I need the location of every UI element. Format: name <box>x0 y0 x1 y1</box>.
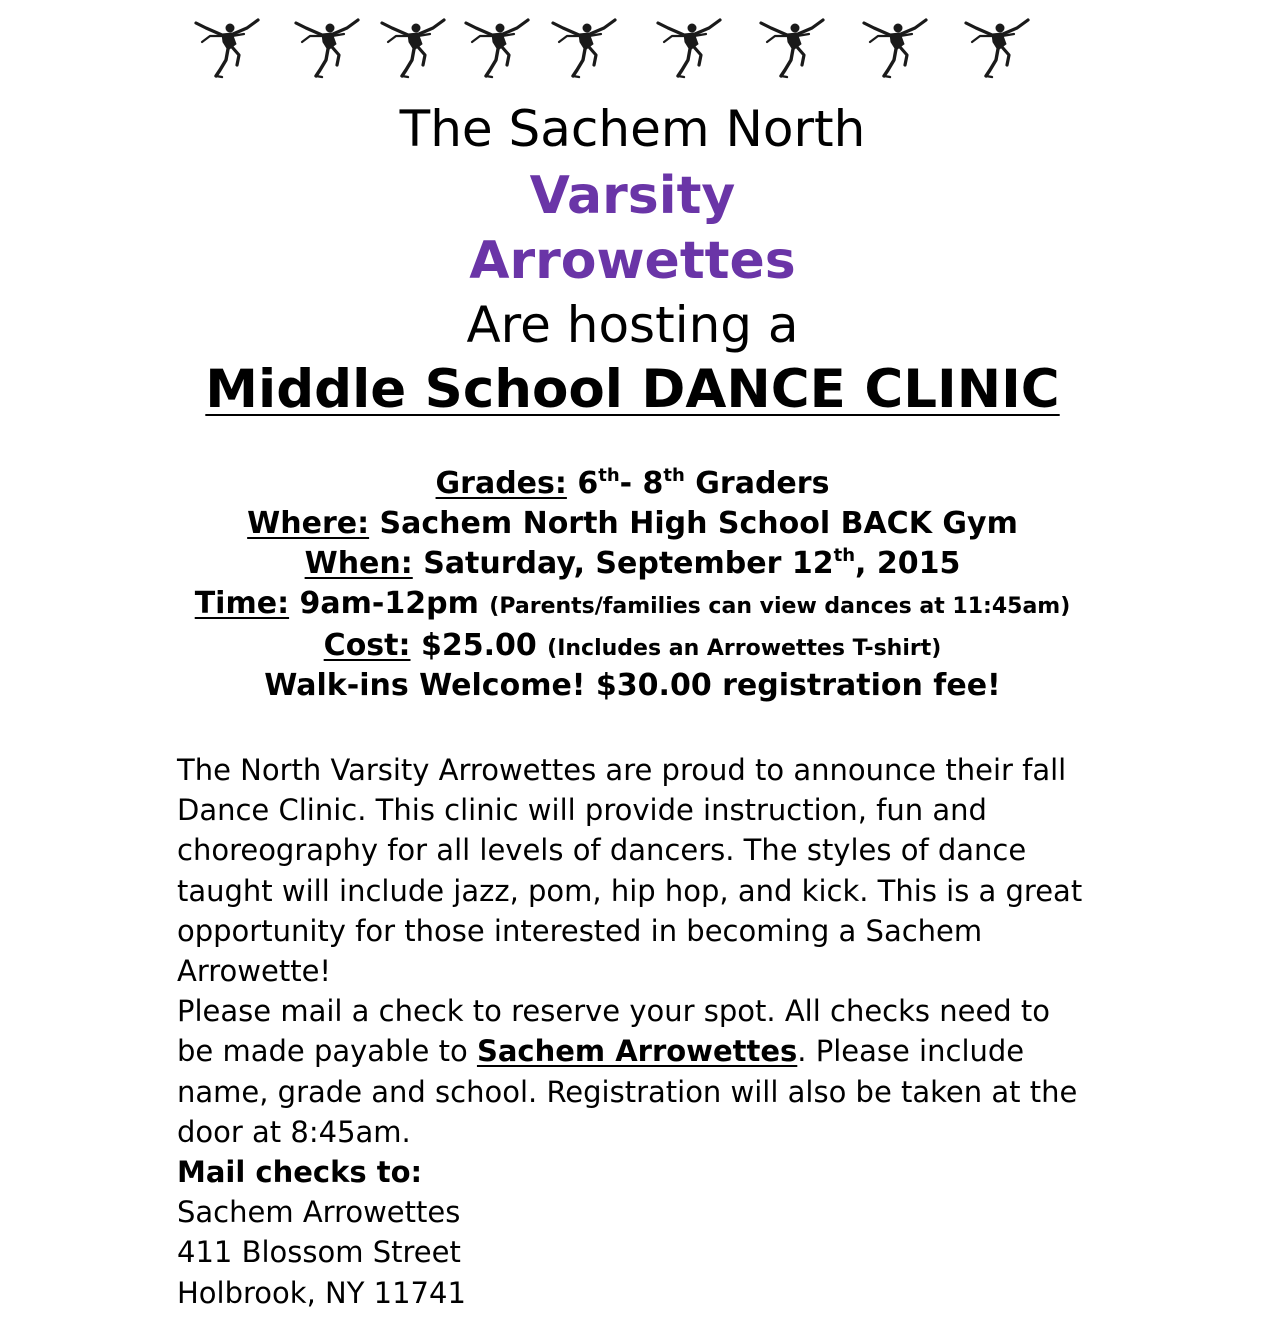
address-city: Holbrook, NY 11741 <box>177 1275 466 1310</box>
body-line: door at 8:45am. <box>177 1114 411 1149</box>
where-label: Where: <box>247 506 370 541</box>
body-line: Dance Clinic. This clinic will provide instruction, fun and <box>177 793 987 828</box>
dancer-silhouette-icon <box>860 14 930 84</box>
body-line: Please mail a check to reserve your spot. All checks need to <box>177 994 1051 1029</box>
grades-label: Grades: <box>435 466 567 501</box>
address-street: 411 Blossom Street <box>177 1235 461 1270</box>
dancer-silhouette-icon <box>192 14 262 84</box>
when-line <box>0 546 1265 581</box>
body-line: taught will include jazz, pom, hip hop, and kick. This is a great <box>177 873 1083 908</box>
body-line: The North Varsity Arrowettes are proud to announce their fall <box>177 753 1067 787</box>
body-line: Arrowette! <box>177 954 332 989</box>
dancer-silhouette-icon <box>462 14 532 84</box>
grades-sup-2: th <box>663 465 685 486</box>
walkins-line: Walk-ins Welcome! $30.00 registration fee! <box>264 668 1001 703</box>
when-value: Saturday, September 12 <box>412 546 834 581</box>
headline-varsity: Varsity <box>529 166 736 226</box>
payee-suffix: . Please include <box>797 1034 1025 1069</box>
where-value: Sachem North High School BACK Gym <box>369 506 1018 541</box>
address-name: Sachem Arrowettes <box>177 1195 461 1230</box>
grades-tail: Graders <box>684 466 830 501</box>
dancer-silhouette-icon <box>962 14 1032 84</box>
dancer-silhouette-icon <box>549 14 619 84</box>
dancer-silhouette-icon <box>378 14 448 84</box>
mail-heading: Mail checks to: <box>177 1155 423 1190</box>
body-line: choreography for all levels of dancers. The styles of dance <box>177 833 1027 868</box>
when-tail: , 2015 <box>855 546 961 581</box>
grades-to: - 8 <box>619 466 664 501</box>
grades-line <box>0 466 1265 501</box>
grades-from: 6 <box>577 466 599 501</box>
grades-sup-1: th <box>598 465 620 486</box>
time-value: 9am-12pm <box>289 586 490 621</box>
cost-value: $25.00 <box>410 628 548 663</box>
time-note: (Parents/families can view dances at 11:45am) <box>489 594 1071 619</box>
cost-note: (Includes an Arrowettes T-shirt) <box>547 636 942 661</box>
dancer-silhouette-icon <box>292 14 362 84</box>
time-line <box>0 586 1265 621</box>
headline-arrowettes: Arrowettes <box>469 231 796 291</box>
dancer-silhouette-icon <box>654 14 724 84</box>
when-label: When: <box>304 546 413 581</box>
time-label: Time: <box>194 586 290 621</box>
headline-dance-clinic: Middle School DANCE CLINIC <box>205 359 1060 420</box>
body-text <box>177 750 1177 1313</box>
dancer-decoration-row <box>0 14 1265 86</box>
body-line: opportunity for those interested in becoming a Sachem <box>177 913 983 948</box>
when-sup: th <box>833 545 856 566</box>
headline-line-4: Are hosting a <box>466 296 799 354</box>
dancer-silhouette-icon <box>757 14 827 84</box>
where-line <box>0 506 1265 541</box>
body-line: name, grade and school. Registration will also be taken at the <box>177 1074 1078 1109</box>
body-line-payee <box>177 1031 1177 1071</box>
cost-label: Cost: <box>323 628 411 663</box>
payee-prefix: be made payable to <box>177 1034 477 1069</box>
headline-line-1: The Sachem North <box>399 100 866 158</box>
payee-name: Sachem Arrowettes <box>476 1034 798 1069</box>
cost-line <box>0 628 1265 663</box>
